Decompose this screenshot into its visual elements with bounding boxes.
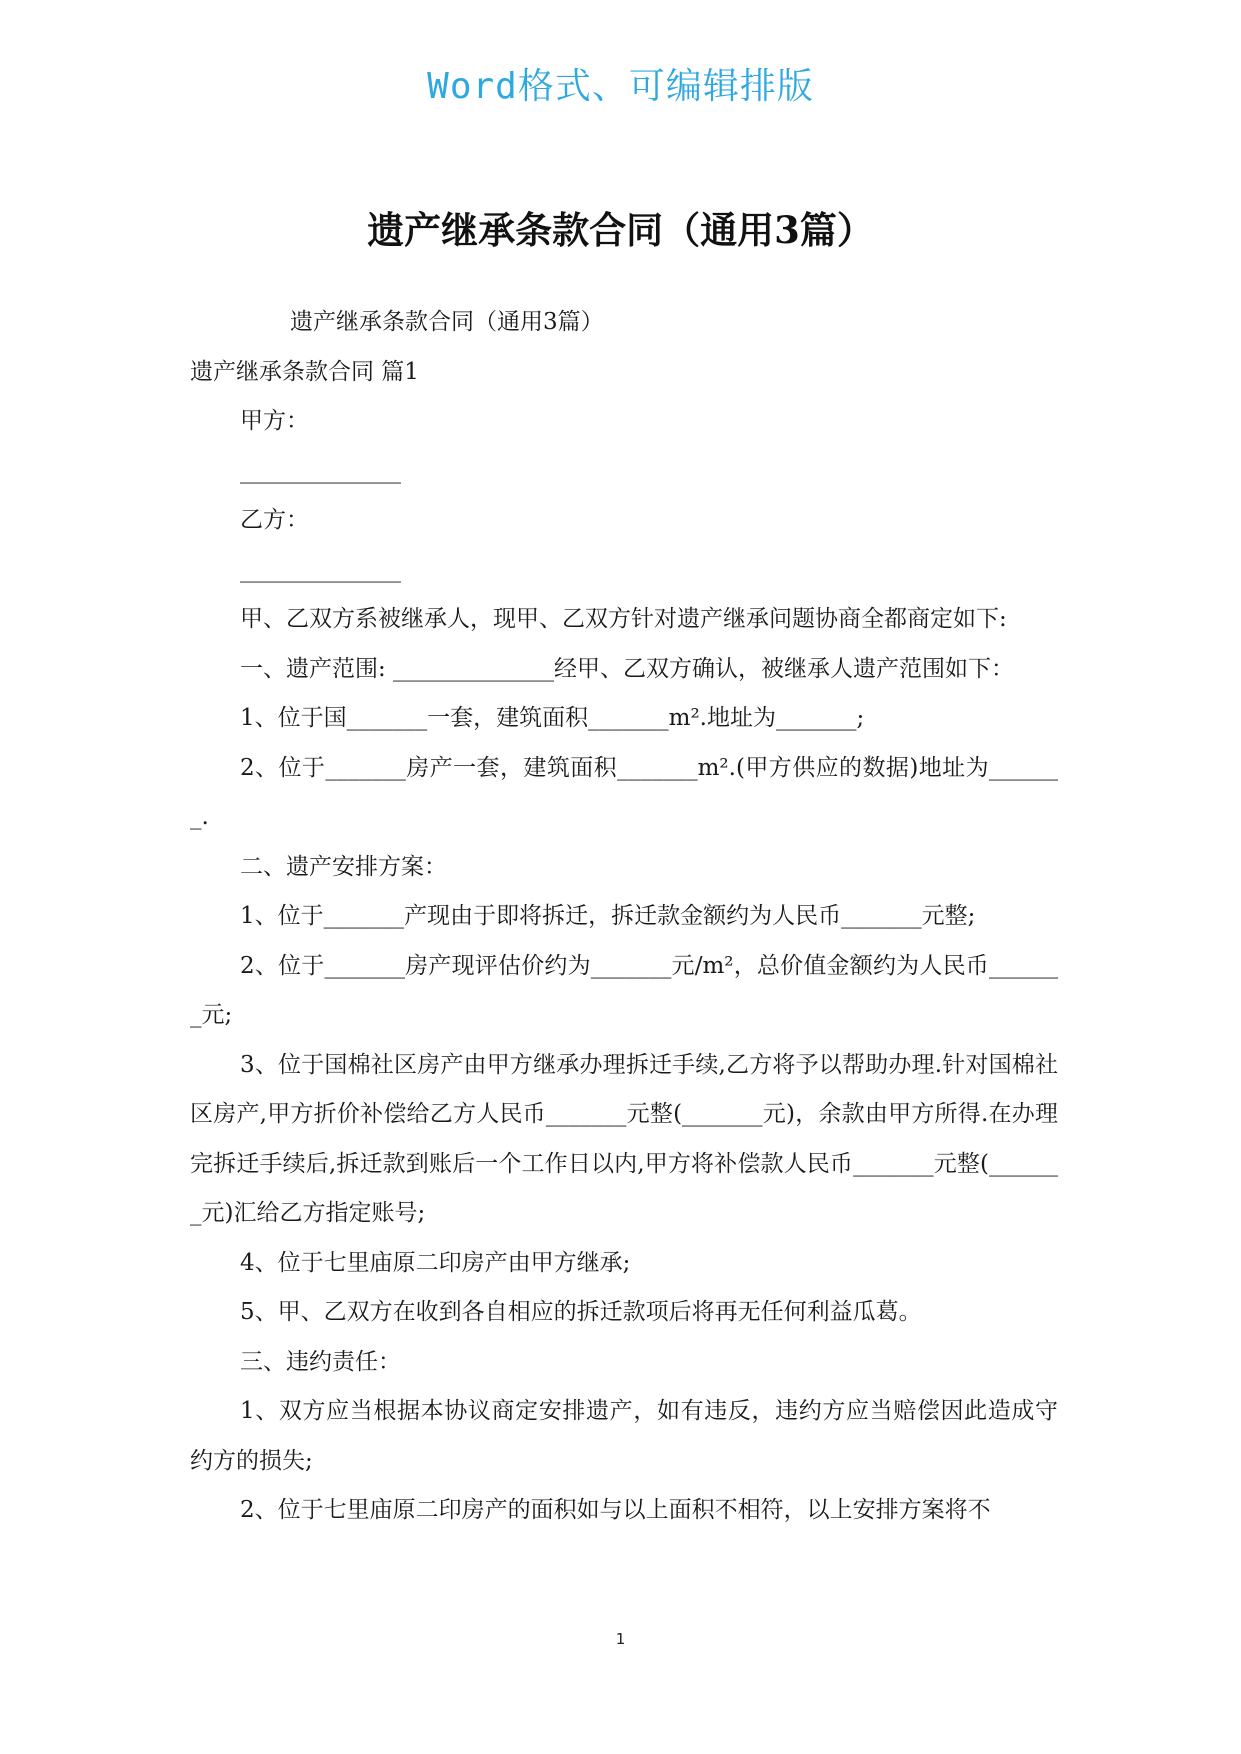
page-number: 1 bbox=[615, 1630, 626, 1648]
party-a-label: 甲方： bbox=[240, 408, 309, 434]
clause-3-heading: 三、违约责任： bbox=[240, 1348, 401, 1375]
party-b-label: 乙方： bbox=[240, 507, 309, 533]
document-body bbox=[190, 298, 1058, 1536]
clause-2-item-2: 2、位于_______房产现评估价约为_______元/m²，总价值金额约为人民币_______元; bbox=[190, 952, 1058, 1028]
clause-2-item-3: 3、位于国棉社区房产由甲方继承办理拆迁手续,乙方将予以帮助办理.针对国棉社区房产,甲方折价补偿给乙方人民币_______元整(_______元)，余款由甲方所得.在办理完拆迁手续后,拆迁款到账后一个工作日以内,甲方将补偿款人民币_______元整(_______元)汇给乙方指定账号; bbox=[190, 1051, 1058, 1226]
party-b-blank: ______________ bbox=[240, 556, 401, 583]
document-title: 遗产继承条款合同（通用3篇） bbox=[367, 208, 874, 252]
clause-1-item-1: 1、位于国_______一套，建筑面积_______m².地址为_______; bbox=[240, 705, 865, 731]
clause-2-item-5: 5、甲、乙双方在收到各自相应的拆迁款项后将再无任何利益瓜葛。 bbox=[240, 1299, 922, 1325]
preamble-paragraph: 甲、乙双方系被继承人，现甲、乙双方针对遗产继承问题协商全都商定如下: bbox=[240, 606, 1007, 632]
clause-2-heading: 二、遗产安排方案： bbox=[240, 853, 447, 880]
clause-3-item-1: 1、双方应当根据本协议商定安排遗产，如有违反，违约方应当赔偿因此造成守约方的损失; bbox=[190, 1398, 1058, 1474]
header-banner: Word格式、可编辑排版 bbox=[427, 66, 814, 107]
subtitle-paragraph: 遗产继承条款合同（通用3篇） bbox=[290, 309, 604, 335]
section-heading: 遗产继承条款合同 篇1 bbox=[190, 358, 419, 385]
clause-1-item-2: 2、位于_______房产一套，建筑面积_______m².(甲方供应的数据)地址为_______. bbox=[190, 754, 1058, 830]
clause-2-item-1: 1、位于_______产现由于即将拆迁，拆迁款金额约为人民币_______元整; bbox=[240, 903, 976, 929]
clause-1-heading: 一、遗产范围: ______________经甲、乙双方确认，被继承人遗产范围如下： bbox=[240, 655, 1015, 682]
party-a-blank: ______________ bbox=[240, 457, 401, 484]
clause-2-item-4: 4、位于七里庙原二印房产由甲方继承; bbox=[240, 1249, 631, 1276]
clause-3-item-2: 2、位于七里庙原二印房产的面积如与以上面积不相符，以上安排方案将不 bbox=[240, 1497, 991, 1523]
